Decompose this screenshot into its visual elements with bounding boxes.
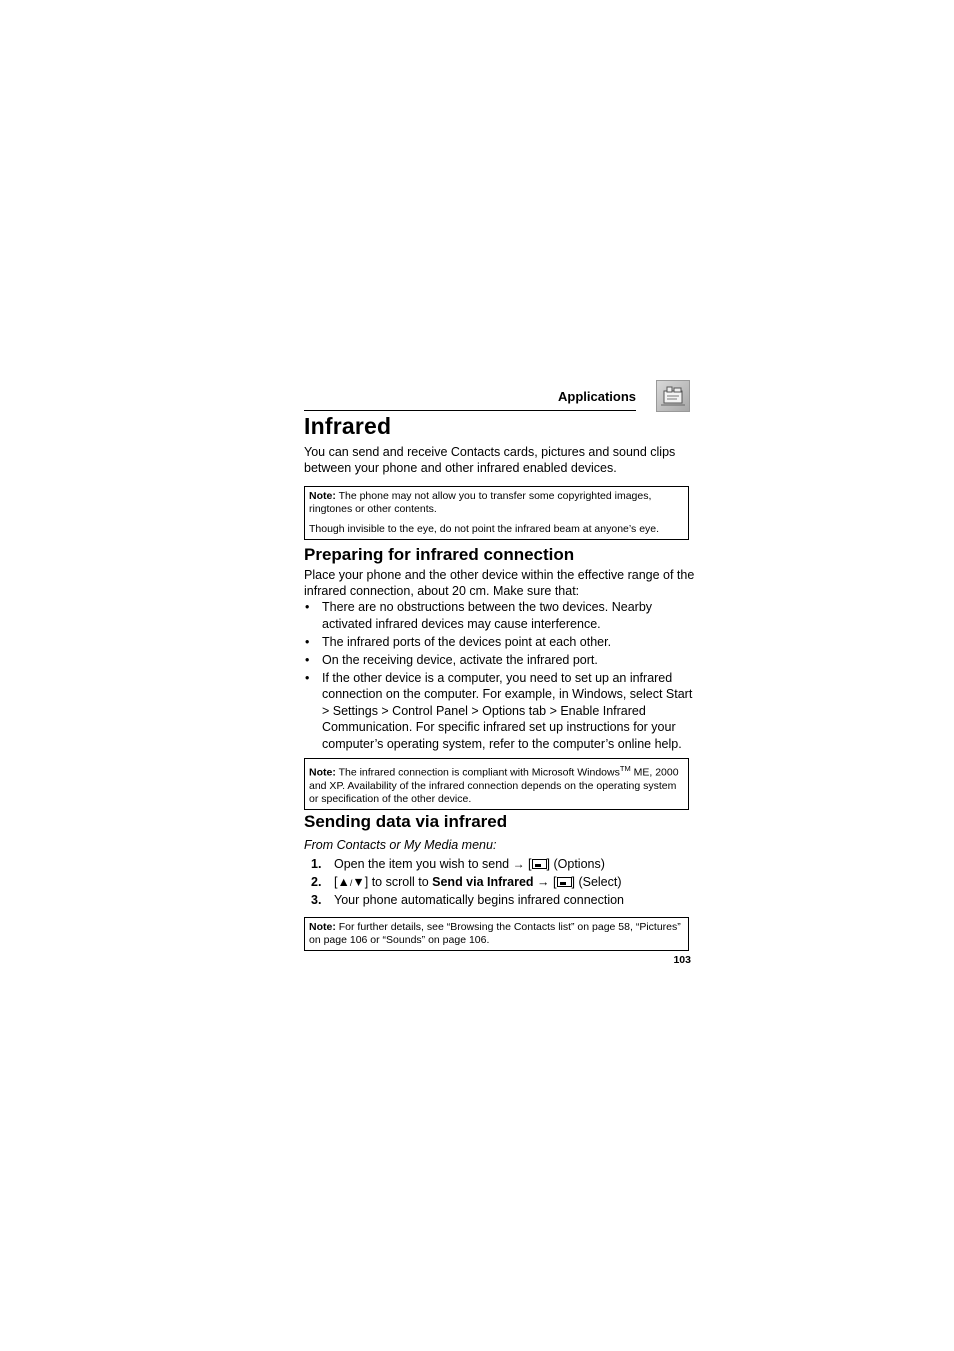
list-item-text: There are no obstructions between the two devices. Nearby activated infrared devices may cause interference. [322,600,653,631]
preparing-intro: Place your phone and the other device within the effective range of the infrared connection, about 20 cm. Make sure that: [304,568,695,598]
preparing-bullet-list [304,599,696,754]
header-rule [304,410,636,411]
list-item-text: On the receiving device, activate the infrared port. [322,652,598,667]
left-softkey-icon [532,859,547,869]
list-item [304,670,696,753]
page-number: 103 [673,954,691,966]
note-line [309,921,684,947]
note-text: The phone may not allow you to transfer some copyrighted images, ringtones or other contents. [309,490,652,515]
step-number: 2. [311,874,322,889]
list-item [304,634,696,651]
bullet-char: • [305,600,310,614]
navigation-down-icon: ▼ [352,874,365,889]
step-number: 3. [311,893,322,907]
step-text: [ [334,874,338,889]
navigation-up-icon: ▲ [337,874,350,889]
note-line [309,490,684,516]
note-label: Note: [309,490,336,502]
intro-paragraph: You can send and receive Contacts cards, pictures and sound clips between your phone and other infrared enabled devices. [304,445,676,475]
heading-sending: Sending data via infrared [304,812,508,831]
bullet-char: • [305,634,310,649]
heading-preparing: Preparing for infrared connection [304,545,575,564]
step-item [304,874,696,893]
note-box-windows [304,758,689,810]
navigation-separator: / [349,877,353,888]
note-text: The infrared connection is compliant with Microsoft Windows [335,766,620,779]
list-item [304,652,696,669]
step-text: ] to scroll to [364,874,433,889]
page-header [304,378,691,412]
arrow-right-icon: → [512,857,525,871]
bullet-char: • [305,670,310,685]
step-item [304,892,696,910]
list-item-text: The infrared ports of the devices point at each other. [322,634,612,649]
step-text: ] (Select) [571,874,622,889]
step-text: ] (Options) [546,857,605,871]
note-label: Note: [309,766,336,779]
step-text: [ [524,857,532,871]
section-label: Applications [557,389,636,404]
trademark: TM [619,764,631,773]
step-text: Open the item you wish to send [334,857,513,871]
note-line: Though invisible to the eye, do not point the infrared beam at anyone’s eye. [309,523,660,535]
step-menu-option: Send via Infrared [432,874,534,889]
bullet-char: • [305,652,310,667]
applications-chapter-icon [656,380,690,412]
step-item [304,856,696,874]
sending-steps-list [304,856,696,910]
note-line [309,762,684,806]
step-text: Your phone automatically begins infrared connection [334,893,625,907]
list-item [304,599,696,632]
step-number: 1. [311,857,322,871]
arrow-right-icon: → [ [533,874,557,889]
page-title: Infrared [304,413,392,439]
note-box-further-details [304,917,689,951]
note-label: Note: [309,921,336,933]
note-text: ME, 2000 and XP. Availability of the infrared connection depends on the operating system or specification of the other device. [309,766,679,805]
note-text: For further details, see “Browsing the Contacts list” on page 58, “Pictures” on page 106 or “Sounds” on page 106. [309,921,681,946]
note-box-copyright [304,486,689,540]
sending-lead: From Contacts or My Media menu: [304,838,497,852]
left-softkey-icon [557,877,572,887]
list-item-text: If the other device is a computer, you need to set up an infrared connection on the computer. For example, in Windows, select Start > Settings > Control Panel > Options tab > Enable Infrared Communication. For specific infrared set up instructions for your computer’s operating system, refer to the computer’s online help. [322,670,693,751]
